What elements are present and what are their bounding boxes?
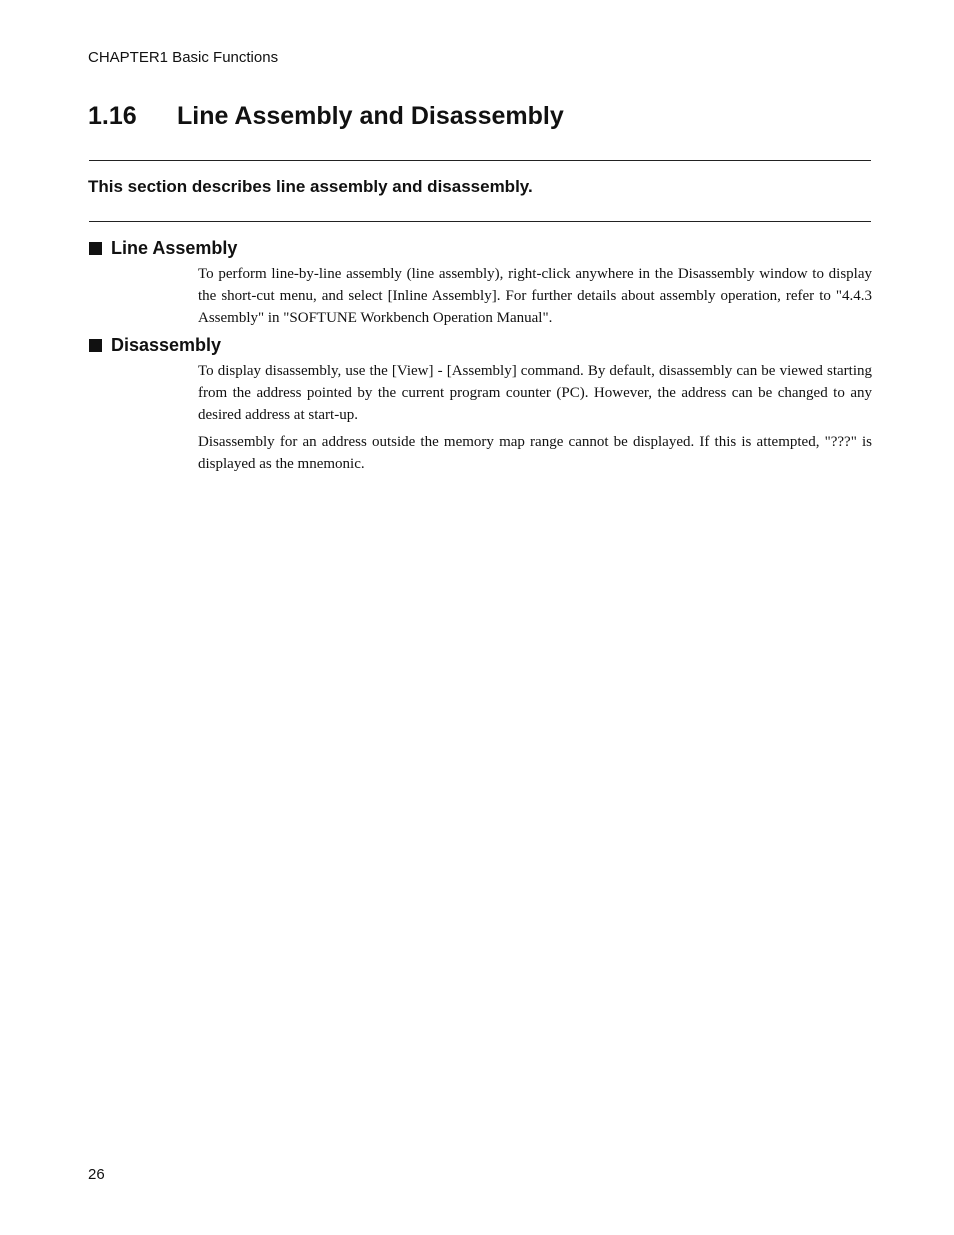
- line-assembly-body: [198, 263, 872, 329]
- subsection-heading-text: Disassembly: [111, 335, 222, 355]
- section-summary: This section describes line assembly and disassembly.: [88, 177, 533, 196]
- subsection-heading-disassembly: [88, 335, 221, 356]
- section-number: 1.16: [88, 102, 137, 130]
- section-title: [88, 102, 564, 131]
- square-bullet-icon: [89, 339, 102, 352]
- section-title-text: Line Assembly and Disassembly: [177, 102, 564, 130]
- running-header: CHAPTER1 Basic Functions: [88, 49, 279, 66]
- paragraph: Disassembly for an address outside the memory map range cannot be displayed. If this is attempted, "???" is displayed as the mnemonic.: [198, 434, 872, 472]
- paragraph: To perform line-by-line assembly (line assembly), right-click anywhere in the Disassembly window to display the short-cut menu, and select [Inline Assembly]. For further details about assembly operation, refer to "4.4.3 Assembly" in "SOFTUNE Workbench Operation Manual".: [198, 266, 872, 326]
- disassembly-body: [198, 360, 872, 475]
- paragraph: To display disassembly, use the [View] - [Assembly] command. By default, disassembly can be viewed starting from the address pointed by the current program counter (PC). However, the address can be changed to any desired address at start-up.: [198, 363, 872, 423]
- subsection-heading-line-assembly: [88, 238, 237, 259]
- top-divider: [89, 160, 871, 161]
- subsection-heading-text: Line Assembly: [111, 238, 238, 258]
- square-bullet-icon: [89, 242, 102, 255]
- page-number: 26: [88, 1166, 105, 1183]
- bottom-divider: [89, 221, 871, 222]
